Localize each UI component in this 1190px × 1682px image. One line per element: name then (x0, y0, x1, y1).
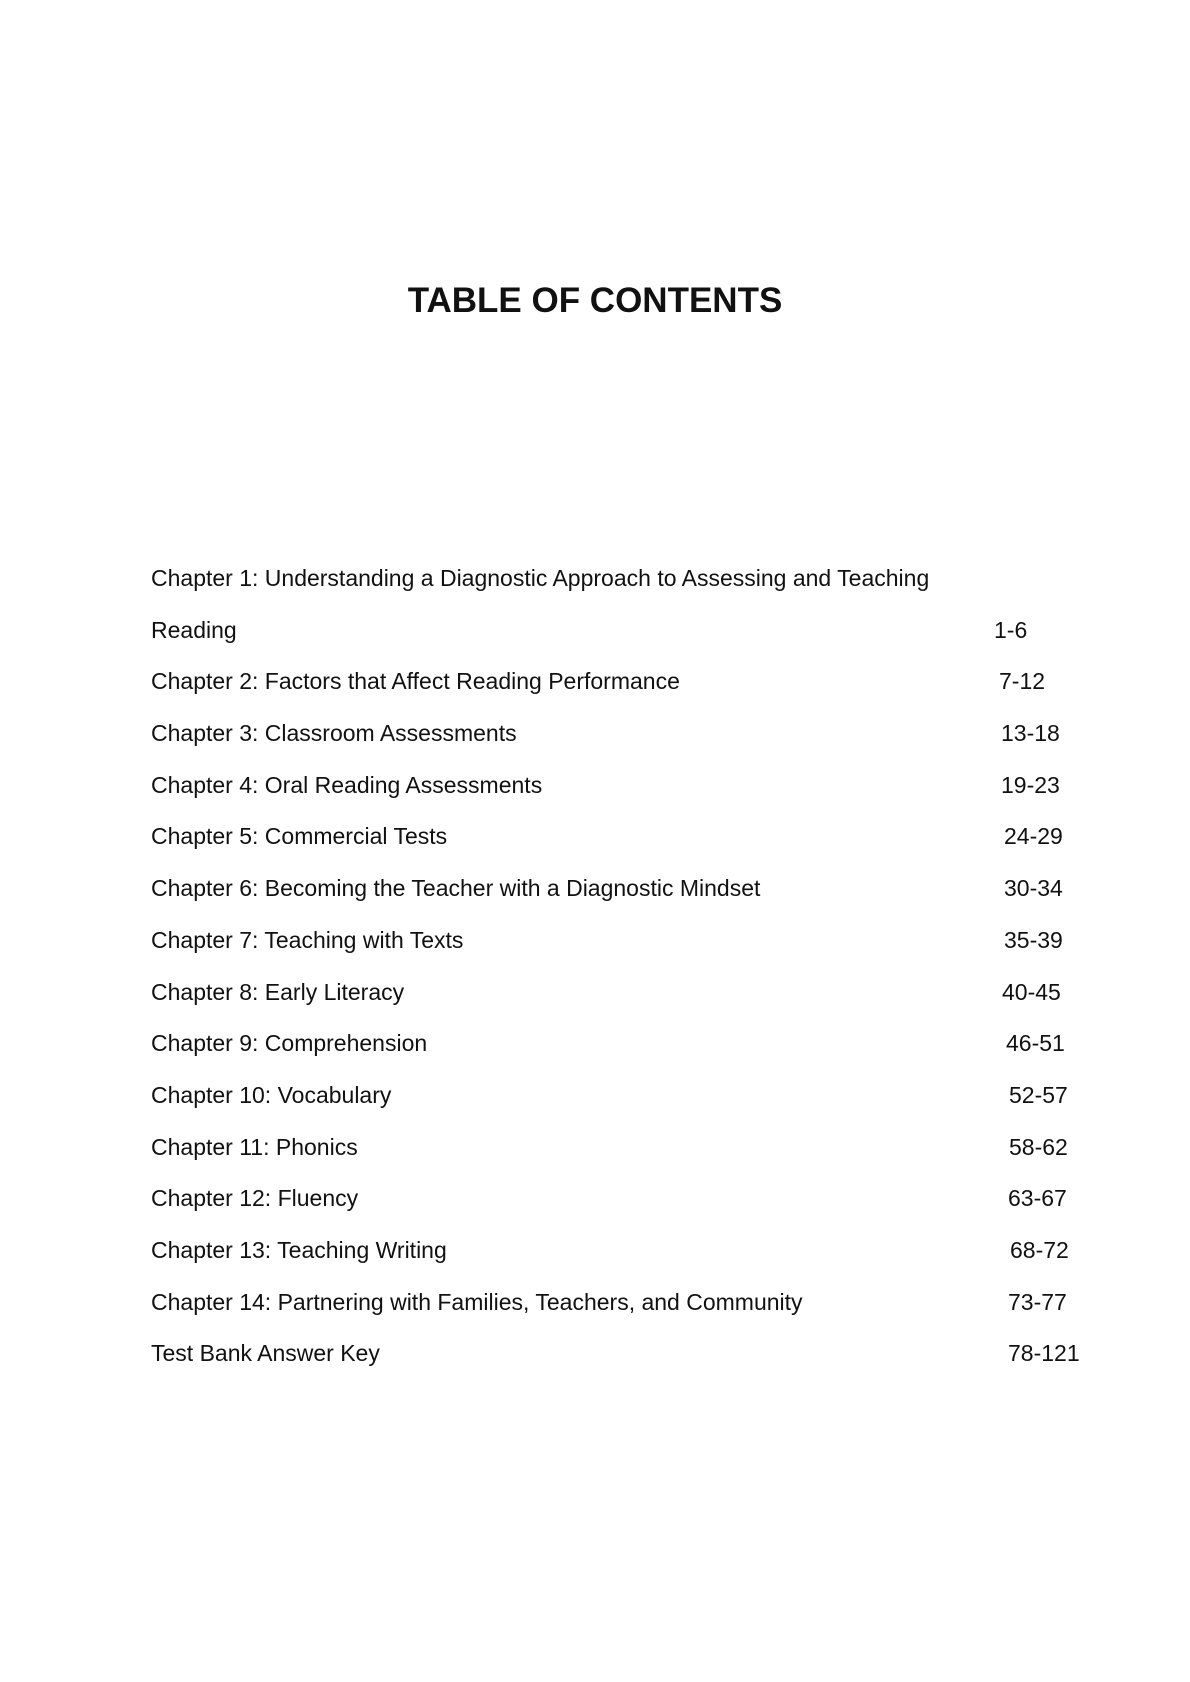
toc-entry-title: Reading (151, 616, 237, 643)
toc-entry-pages: 58-62 (1009, 1133, 1068, 1160)
toc-entry-title: Chapter 12: Fluency (151, 1185, 359, 1212)
toc-entry-title: Chapter 5: Commercial Tests (151, 823, 448, 850)
toc-entry-14 (151, 1288, 1101, 1340)
toc-entry-pages: 7-12 (999, 668, 1046, 695)
toc-entry-title: Chapter 1: Understanding a Diagnostic Approach to Assessing and Teaching (151, 565, 930, 591)
toc-entry-pages: 35-39 (1004, 926, 1063, 953)
toc-entry-pages: 40-45 (1002, 978, 1061, 1005)
toc-entry-title: Test Bank Answer Key (151, 1340, 380, 1367)
toc-entry-1-line-2 (151, 616, 1101, 668)
toc-entry-pages: 78-121 (1008, 1340, 1080, 1367)
table-of-contents (151, 564, 1101, 1391)
toc-entry-title: Chapter 7: Teaching with Texts (151, 926, 464, 953)
toc-entry-pages: 13-18 (1001, 720, 1060, 747)
toc-entry-pages: 46-51 (1006, 1030, 1065, 1057)
toc-entry-title: Chapter 10: Vocabulary (151, 1081, 392, 1108)
toc-entry-title: Chapter 2: Factors that Affect Reading Performance (151, 668, 680, 695)
toc-entry-answer-key (151, 1339, 1101, 1391)
toc-entry-title: Chapter 14: Partnering with Families, Teachers, and Community (151, 1288, 803, 1315)
toc-entry-pages: 63-67 (1008, 1185, 1067, 1212)
toc-entry-5 (151, 822, 1101, 874)
toc-entry-1-line-1 (151, 564, 1101, 616)
toc-entry-pages: 24-29 (1004, 823, 1063, 850)
toc-entry-pages: 73-77 (1008, 1288, 1067, 1315)
toc-entry-3 (151, 719, 1101, 771)
toc-entry-13 (151, 1236, 1101, 1288)
toc-entry-pages: 30-34 (1004, 875, 1063, 902)
toc-entry-6 (151, 874, 1101, 926)
toc-entry-pages: 1-6 (994, 616, 1028, 643)
toc-entry-title: Chapter 6: Becoming the Teacher with a Diagnostic Mindset (151, 875, 761, 902)
toc-entry-9 (151, 1029, 1101, 1081)
toc-entry-8 (151, 978, 1101, 1030)
toc-entry-10 (151, 1081, 1101, 1133)
toc-entry-title: Chapter 11: Phonics (151, 1133, 358, 1160)
toc-entry-pages: 68-72 (1010, 1236, 1069, 1263)
toc-entry-12 (151, 1184, 1101, 1236)
toc-entry-title: Chapter 9: Comprehension (151, 1030, 428, 1057)
toc-entry-pages: 52-57 (1009, 1081, 1068, 1108)
toc-entry-title: Chapter 3: Classroom Assessments (151, 720, 517, 747)
toc-entry-11 (151, 1133, 1101, 1185)
toc-entry-2 (151, 667, 1101, 719)
toc-entry-title: Chapter 4: Oral Reading Assessments (151, 771, 543, 798)
toc-entry-title: Chapter 13: Teaching Writing (151, 1236, 447, 1263)
toc-entry-title: Chapter 8: Early Literacy (151, 978, 405, 1005)
page-title: TABLE OF CONTENTS (407, 281, 783, 320)
toc-entry-pages: 19-23 (1001, 771, 1060, 798)
toc-entry-4 (151, 771, 1101, 823)
toc-entry-7 (151, 926, 1101, 978)
